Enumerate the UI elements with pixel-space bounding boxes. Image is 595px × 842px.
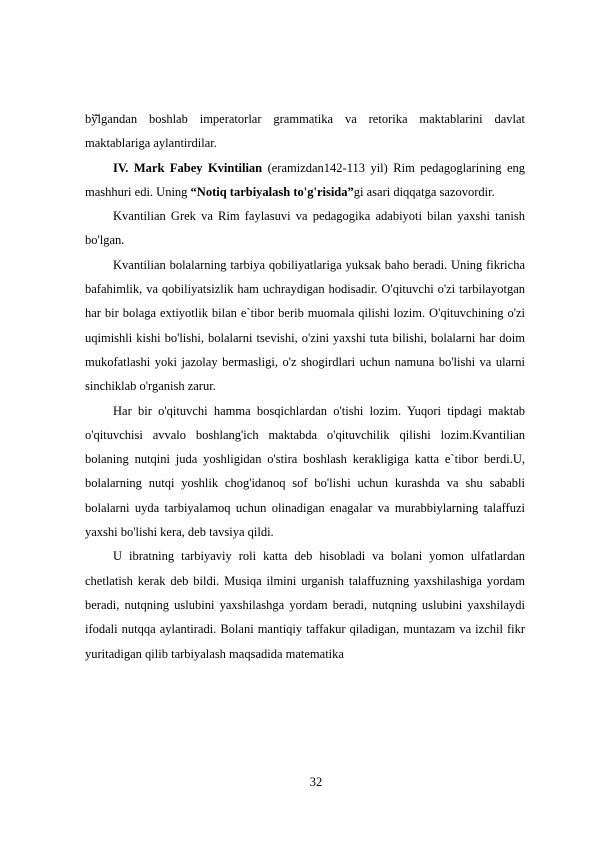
paragraph-1: bў̆lgandan boshlab imperatorlar grammatika va retorika maktablarini davlat maktablariga aylantirdilar. <box>85 112 525 151</box>
page-number: 32 <box>309 775 323 789</box>
section-heading: IV. Mark Fabey Kvintilian <box>113 160 263 175</box>
paragraph-4: Kvantilian bolalarning tarbiya qobiliyatlariga yuksak baho beradi. Uning fikricha bafahimlik, va qobiliyatsizlik ham uchraydigan hodisadir. O'qituvchi o'zi tarbilayotgan har bir bolaga extiyotlik bilan e`tibor berib muomala qilishi lozim. O'qituvchining o'zi uqimishli kishi bo'lishi, bolalarni tsevishi, o'zini yaxshi tuta bilishi, bolalarni har doim mukofatlashi yoki jazolay bermasligi, o'z shogirdlari uchun namuna bo'lishi va ularni sinchiklab o'rganish zarur. <box>85 257 525 394</box>
page-body <box>85 107 525 666</box>
paragraph-2-text-a: (eramizdan142-113 yil) Rim pedagoglarining eng mashhuri edi. Uning <box>85 160 525 199</box>
paragraph-2 <box>85 156 525 205</box>
book-title: “Notiq tarbiyalash to'g'risida” <box>190 184 354 199</box>
paragraph-6: U ibratning tarbiyaviy roli katta deb hisobladi va bolani yomon ulfatlardan chetlatish kerak deb bildi. Musiqa ilmini urganish talaffuzning yaxshilashiga yordam beradi, nutqning uslubini yaxshilashga yordam beradi, nutqning uslubini yaxshilaydi ifodali nutqqa aylantiradi. Bolani mantiqiy taffakur qiladigan, muntazam va izchil fikr yuritadigan qilib tarbiyalash maqsadida matematika <box>85 549 525 661</box>
paragraph-3: Kvantilian Grek va Rim faylasuvi va pedagogika adabiyoti bilan yaxshi tanish bo'lgan. <box>85 209 525 248</box>
paragraph-2-text-b: gi asari diqqatga sazovordir. <box>353 184 495 199</box>
paragraph-5: Har bir o'qituvchi hamma bosqichlardan o'tishi lozim. Yuqori tipdagi maktab o'qituvchisi avvalo boshlang'ich maktabda o'qituvchilik qilishi lozim.Kvantilian bolaning nutqini juda yoshligidan o'stira boshlash kerakligiga katta e`tibor berdi.U, bolalarning nutqi yoshlik chog'idanoq sof bo'lishi uchun kurashda va shu sababli bolalarni uyda tarbiyalamoq uchun olinadigan enagalar va murabbiylarning talaffuzi yaxshi bo'lishi kera, deb tavsiya qildi. <box>85 403 525 540</box>
